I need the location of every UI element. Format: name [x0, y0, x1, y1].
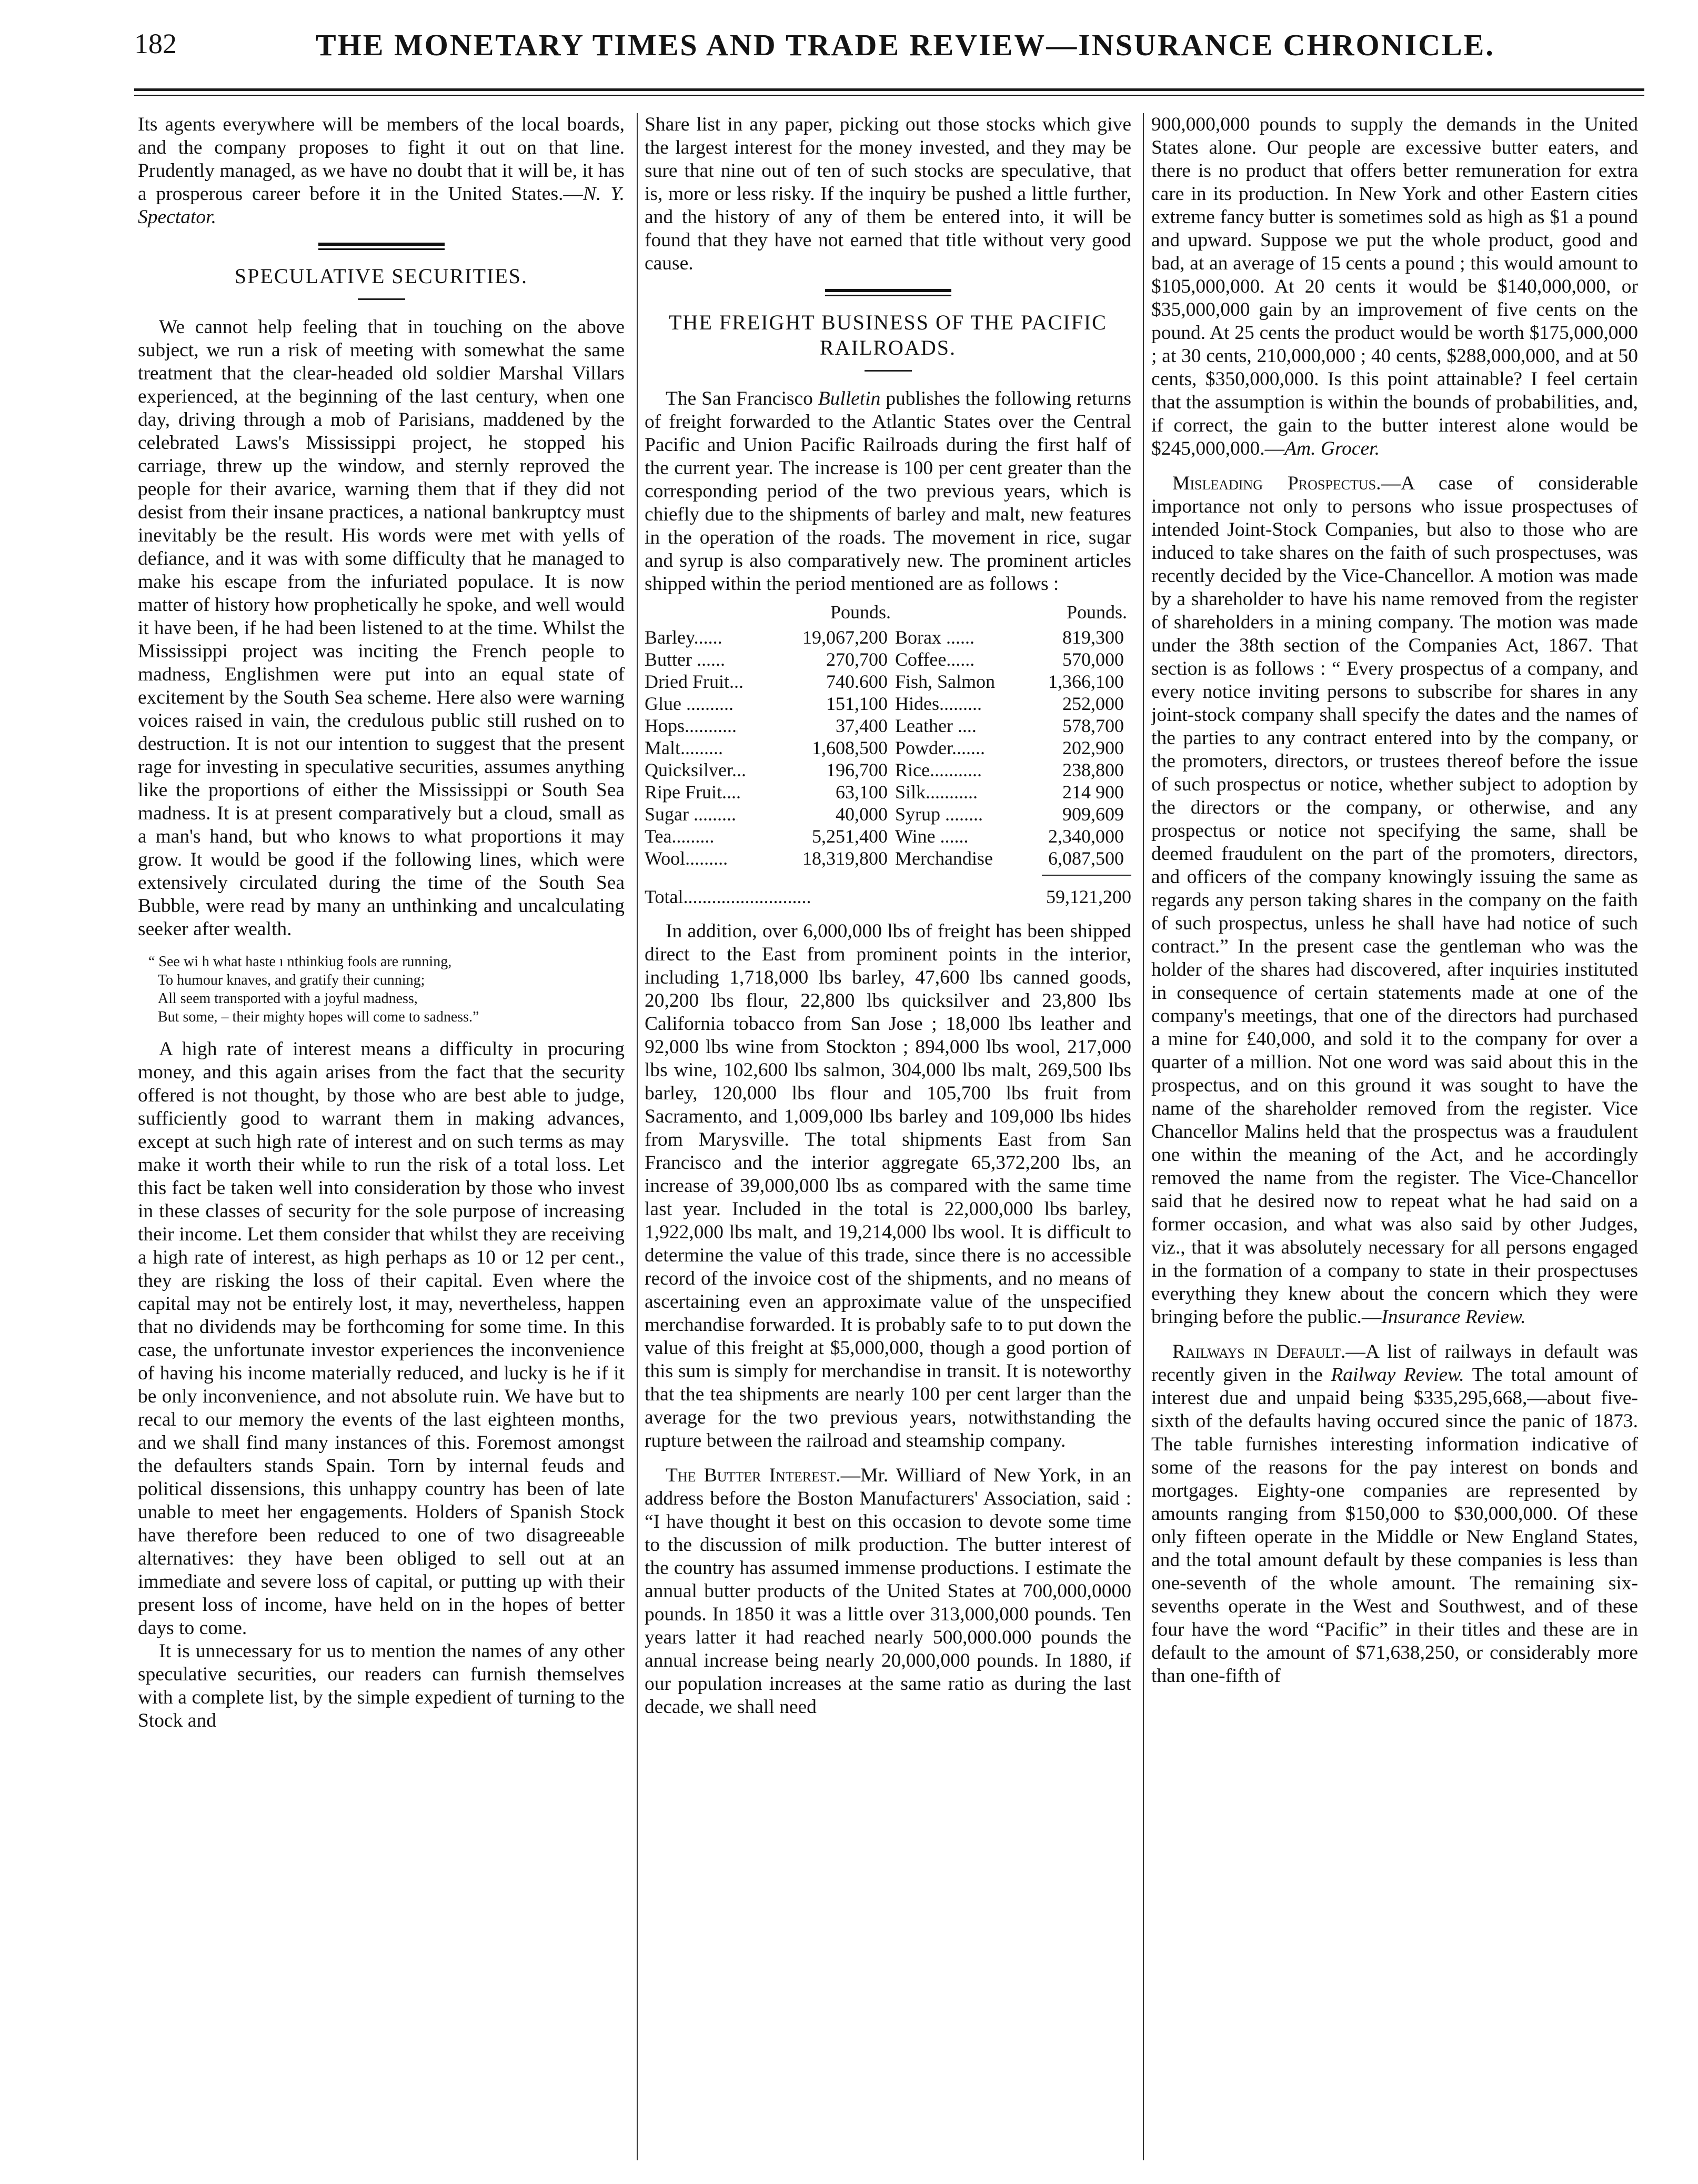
table-row: Ripe Fruit.... 63,100 Silk........... 214 900: [645, 782, 1124, 803]
paragraph: Its agents everywhere will be members of the local boards, and the company proposes to fight it out on that line. Prudently managed, as we have no doubt that it will be, it has a prosperous career before it in the United States.—N. Y. Spectator.: [138, 114, 625, 228]
paragraph: Share list in any paper, picking out those stocks which give the largest interest for the money invested, and they may be sure that nine out of ten of such stocks are speculative, that is, more or less risky. If the inquiry be pushed a little further, and the history of any of them be entered into, it will be found that they have not earned that title without very good cause.: [645, 114, 1131, 274]
column-header: Pounds.: [1066, 602, 1127, 623]
column-divider-2: [1143, 113, 1144, 2160]
source-credit: Am. Grocer.: [1284, 438, 1380, 459]
title-rule: [358, 298, 405, 300]
paragraph: In addition, over 6,000,000 lbs of freight has been shipped direct to the East from prominent points in the interior, including 1,718,000 lbs barley, 47,600 lbs canned goods, 20,200 lbs flour, 22,800 lbs quicksilver and 23,800 lbs California tobacco from San Jose ; 18,000 lbs leather and 92,000 lbs wine from Stockton ; 894,000 lbs wool, 217,000 lbs wine, 102,600 lbs salmon, 304,000 lbs malt, 269,500 lbs barley, 120,000 lbs flour and 105,700 lbs fruit from Sacramento, and 1,009,000 lbs barley and 109,000 lbs hides from Marysville. The total shipments East from San Francisco and the interior aggregate 65,372,200 lbs, an increase of 39,000,000 lbs as compared with the same time last year. Included in the total is 22,000,000 lbs barley, 1,922,000 lbs malt, and 19,214,000 lbs wool. It is difficult to determine the value of this trade, since there is no accessible record of the invoice cost of the shipments, and no means of ascertaining even an approximate value of the unspecified merchandise forwarded. It is probably safe to to put down the value of this freight at $5,000,000, though a good portion of this sum is simply for merchandise in transit. It is noteworthy that the tea shipments are nearly 100 per cent larger than the average for the two previous years, notwithstanding the rupture between the railroad and steamship company.: [645, 920, 1131, 1451]
table-header-row: [645, 601, 1131, 626]
page-header: [134, 27, 1644, 85]
table-row: Wool......... 18,319,800 Merchandise 6,087,500: [645, 848, 1124, 869]
verse-line: “ See wi h what haste ı nthinkiug fools are running,: [148, 954, 452, 970]
table-row: Dried Fruit... 740.600 Fish, Salmon 1,366,100: [645, 671, 1124, 692]
verse-line: But some, – their mighty hopes will come to sadness.”: [158, 1009, 479, 1025]
verse-line: To humour knaves, and gratify their cunning;: [158, 972, 425, 988]
article-title: THE FREIGHT BUSINESS OF THE PACIFIC RAILROADS.: [669, 310, 1107, 359]
section-separator: [825, 289, 951, 296]
paragraph: Railways in Default.—A list of railways in default was recently given in the Railway Review. The total amount of interest due and unpaid being $335,295,668,—about five-sixth of the defaults having occured since the panic of 1873. The table furnishes interesting information indicative of some of the reasons for the pay interest on bonds and mortgages. Eighty-one companies are represented by amounts ranging from $150,000 to $30,000,000. Of these only fifteen operate in the Middle or New England States, and the total amount default by these companies is less than one-seventh of the whole amount. The remaining six-sevenths operate in the West and Southwest, and of these four have the word “Pacific” in their titles and these are in default to the amount of $71,638,250, or considerably more than one-fifth of: [1151, 1341, 1638, 1687]
column-1: [138, 113, 625, 2166]
running-title: THE MONETARY TIMES AND TRADE REVIEW—INSURANCE CHRONICLE.: [316, 28, 1495, 62]
column-header: Pounds.: [830, 602, 891, 623]
total-rule: [1042, 875, 1131, 876]
table-row: Sugar ......... 40,000 Syrup ........ 909,609: [645, 804, 1124, 825]
column-2: [645, 113, 1131, 2166]
paragraph: We cannot help feeling that in touching on the above subject, we run a risk of meeting with somewhat the same treatment that the clear-headed old soldier Marshal Villars experienced, at the beginning of the last century, when one day, driving through a mob of Parisians, maddened by the celebrated Laws's Mississippi project, he stopped his carriage, threw up the window, and sternly reproved the people for their avarice, warning them that if they did not desist from their insane practices, a national bankruptcy must inevitably be the result. His words were met with yells of defiance, and it was with some difficulty that he managed to make his escape from the infuriated populace. It is now matter of history how prophetically he spoke, and well would it have been, if he had been listened to at the time. Whilst the Mississippi project was inciting the French people to madness, Englishmen were put into an equal state of excitement by the South Sea scheme. Here also were warning voices raised in vain, the credulous public still rushed on to destruction. It is not our intention to suggest that the present rage for investing in speculative securities, assumes anything like the proportions of either the Mississippi or South Sea madness. It is at present comparatively but a cloud, small as a man's hand, but who knows to what proportions it may grow. It would be good if the following lines, which were extensively circulated during the time of the South Sea Bubble, were read by many an unthinking and uncalculating seeker after wealth.: [138, 316, 625, 940]
run-in-head: Railways in Default.: [1172, 1341, 1346, 1363]
table-row: Tea......... 5,251,400 Wine ...... 2,340,000: [645, 826, 1124, 847]
paragraph: 900,000,000 pounds to supply the demands in the United States alone. Our people are excessive butter eaters, and there is no product that offers better remuneration for extra care in its production. In New York and other Eastern cities extreme fancy butter is sometimes sold as high as $1 a pound and upward. Suppose we put the whole product, good and bad, at an average of 15 cents a pound ; this would amount to $105,000,000. At 20 cents it would be $140,000,000, or $35,000,000 gain by an improvement of five cents on the pound. At 25 cents the product would be worth $175,000,000 ; at 30 cents, 210,000,000 ; 40 cents, $288,000,000, and at 50 cents, $350,000,000. Is this point attainable? I feel certain that the assumption is within the bounds of probabilities, and, if correct, the gain to the butter interest alone would be $245,000,000.—Am. Grocer.: [1151, 114, 1638, 459]
section-separator: [318, 243, 445, 250]
verse-line: All seem transported with a joyful madness,: [158, 990, 418, 1007]
table-row: Butter ...... 270,700 Coffee...... 570,000: [645, 649, 1124, 670]
freight-table: [645, 601, 1131, 869]
total-value: 59,121,200: [1046, 886, 1131, 907]
total-label: Total...........................: [645, 886, 811, 907]
paragraph: The Butter Interest.—Mr. Williard of New York, in an address before the Boston Manufacturers' Association, said : “I have thought it best on this occasion to devote some time to the discussion of milk production. The butter interest of the country has assumed immense productions. I estimate the annual butter products of the United States at 700,000,0000 pounds. In 1850 it was a little over 313,000,000 pounds. Ten years latter it had reached nearly 500,000.000 pounds the annual increase being nearly 20,000,000 pounds. In 1880, if our population increases at the same ratio as during the last decade, we shall need: [645, 1465, 1131, 1718]
page-number: 182: [134, 28, 177, 59]
source-credit: Insurance Review.: [1381, 1306, 1526, 1328]
run-in-head: The Butter Interest.: [666, 1465, 841, 1486]
table-row: Barley...... 19,067,200 Borax ...... 819,300: [645, 627, 1124, 648]
header-rule-thick: [134, 88, 1644, 91]
paragraph: The San Francisco Bulletin publishes the following returns of freight forwarded to the Atlantic States over the Central Pacific and Union Pacific Railroads during the first half of the current year. The increase is 100 per cent greater than the corresponding period of the two previous years, which is chiefly due to the shipments of barley and malt, new features in the operation of the roads. The movement in rice, sugar and syrup is also comparatively new. The prominent articles shipped within the period mentioned are as follows :: [645, 388, 1131, 595]
table-row: Hops........... 37,400 Leather .... 578,700: [645, 715, 1124, 736]
table-total: [645, 885, 1131, 908]
table-row: Quicksilver... 196,700 Rice........... 238,800: [645, 759, 1124, 780]
article-title: SPECULATIVE SECURITIES.: [234, 264, 528, 288]
paragraph: A high rate of interest means a difficulty in procuring money, and this again arises from the fact that the security offered is not thought, by those who are best able to judge, sufficiently good to warrant them in making advances, except at such high rate of interest and on such terms as may make it worth their while to run the risk of a total loss. Let this fact be taken well into consideration by those who invest in these classes of security for the sole purpose of increasing their income. Let them consider that whilst they are receiving a high rate of interest, as high perhaps as 10 or 12 per cent., they are risking the loss of their capital. Even where the capital may not be entirely lost, it may, nevertheless, happen that no dividends may be forthcoming for some time. In this case, the unfortunate investor experiences the inconvenience of having his income materially reduced, and lucky is he if it be only inconvenience, and not absolute ruin. We have but to recal to our memory the events of the last eighteen months, and we shall find many instances of this. Foremost amongst the defaulters stands Spain. Torn by internal feuds and political dissensions, this unhappy country has been of late unable to meet her engagements. Holders of Spanish Stock have therefore been reduced to one of two disagreeable alternatives: they have been obliged to sell out at an immediate and severe loss of capital, or putting up with their present loss of income, have held on in the hopes of better days to come.: [138, 1038, 625, 1639]
column-divider-1: [637, 113, 638, 2160]
source-credit: N. Y. Spectator.: [138, 183, 625, 228]
run-in-head: Misleading Prospectus.: [1172, 473, 1381, 494]
column-3: [1151, 113, 1638, 2166]
title-rule: [865, 370, 912, 372]
header-rule-thin: [134, 95, 1644, 96]
paragraph: It is unnecessary for us to mention the names of any other speculative securities, our readers can furnish themselves with a complete list, by the simple expedient of turning to the Stock and: [138, 1640, 625, 1731]
table-row: Glue .......... 151,100 Hides......... 252,000: [645, 693, 1124, 714]
table-row: Malt......... 1,608,500 Powder....... 202,900: [645, 737, 1124, 758]
paragraph: Misleading Prospectus.—A case of considerable importance not only to persons who issue prospectuses of intended Joint-Stock Companies, but also to those who are induced to take shares on the faith of such prospectuses, was recently decided by the Vice-Chancellor. A motion was made by a shareholder to have his name removed from the register of shareholders in a mining company. The motion was made under the 38th section of the Companies Act, 1867. That section is as follows : “ Every prospectus of a company, and every notice inviting persons to subscribe for shares in any joint-stock company shall specify the dates and the names of the parties to any contract entered into by the company, or the promoters, directors, or trustees thereof before the issue of such prospectus or notice, whether subject to adoption by the directors or the company, or otherwise, and any prospectus or notice not specifying the same, shall be deemed fraudulent on the part of the promoters, directors, and officers of the company knowingly issuing the same as regards any person taking shares in the company on the faith of such prospectus, unless he shall have had notice of such contract.” In the present case the gentleman who was the holder of the shares had discovered, after inquiries instituted in consequence of certain statements made at one of the company's meetings, that one of the directors had purchased a mine for £40,000, and sold it to the company for over a quarter of a million. Not one word was said about this in the prospectus, and on this ground it was sought to have the name of the shareholder removed from the register. Vice Chancellor Malins held that the prospectus was a fraudulent one within the meaning of the Act, and he accordingly removed the name from the register. The Vice-Chancellor said that he desired now to repeat what he had said on a former occasion, and what was also said by other Judges, viz., that it was absolutely necessary for all persons engaged in the formation of a company to state in their prospectuses everything they knew about the concern which they were bringing before the public.—Insurance Review.: [1151, 473, 1638, 1328]
verse-quote: [138, 953, 625, 1026]
